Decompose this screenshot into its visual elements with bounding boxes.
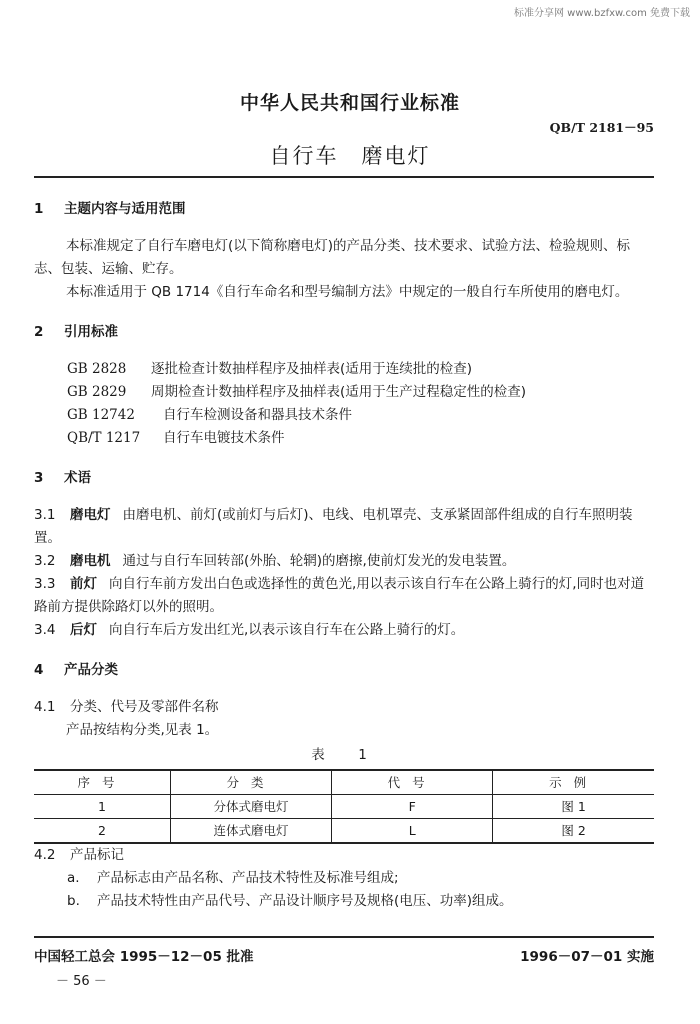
- reference-item: [34, 404, 654, 427]
- table-header-cell: 代号: [332, 770, 493, 795]
- footer-rule: [34, 936, 654, 938]
- term-name: 后灯: [70, 622, 97, 638]
- table-header-cell: 序号: [34, 770, 170, 795]
- watermark: 标准分享网 www.bzfxw.com 免费下载: [514, 8, 690, 19]
- table-cell: F: [332, 795, 493, 819]
- clause-number: 3.3: [34, 576, 56, 592]
- clause-number: 3.4: [34, 622, 56, 638]
- section-heading-4: [34, 659, 654, 682]
- subclause-heading: [34, 844, 654, 867]
- table-cell: 连体式磨电灯: [170, 819, 331, 844]
- table-cell: L: [332, 819, 493, 844]
- term-definition: 由磨电机、前灯(或前灯与后灯)、电线、电机罩壳、支承紧固部件组成的自行车照明装置。: [34, 507, 633, 546]
- term-clause: [34, 504, 654, 550]
- table-cell: 图 1: [493, 795, 654, 819]
- org-title: 中华人民共和国行业标准: [239, 92, 460, 114]
- document-body: [34, 198, 654, 913]
- list-item: [34, 867, 654, 890]
- term-clause: [34, 619, 654, 642]
- reference-title: 自行车检测设备和器具技术条件: [163, 407, 352, 423]
- table-header-cell: 示例: [493, 770, 654, 795]
- clause-number: 3.1: [34, 507, 56, 523]
- section-number: 2: [34, 324, 44, 340]
- table-cell: 分体式磨电灯: [170, 795, 331, 819]
- reference-title: 逐批检查计数抽样程序及抽样表(适用于连续批的检查): [151, 361, 473, 377]
- clause-number: 4.2: [34, 847, 56, 863]
- list-item: [34, 890, 654, 913]
- implementation-date: 1996－07－01 实施: [520, 949, 654, 965]
- list-marker: b.: [67, 893, 80, 909]
- reference-code: QB/T 1217: [67, 430, 141, 446]
- section-number: 3: [34, 470, 44, 486]
- term-definition: 通过与自行车回转部(外胎、轮辋)的磨擦,使前灯发光的发电装置。: [122, 553, 516, 569]
- section-heading-1: [34, 198, 654, 221]
- section-title: 术语: [64, 470, 91, 486]
- paragraph: 本标准规定了自行车磨电灯(以下简称磨电灯)的产品分类、技术要求、试验方法、检验规则、标志、包装、运输、贮存。: [34, 238, 631, 277]
- classification-table: [34, 769, 654, 844]
- reference-code: GB 2829: [67, 384, 127, 400]
- clause-number: 4.1: [34, 699, 56, 715]
- clause-number: 3.2: [34, 553, 56, 569]
- subclause-title: 分类、代号及零部件名称: [70, 699, 219, 715]
- table-header-cell: 分类: [170, 770, 331, 795]
- subclause-title: 产品标记: [70, 847, 124, 863]
- section-heading-2: [34, 321, 654, 344]
- standard-code: QB/T 2181－95: [549, 120, 654, 135]
- term-name: 磨电灯: [70, 507, 111, 523]
- term-definition: 向自行车前方发出白色或选择性的黄色光,用以表示该自行车在公路上骑行的灯,同时也对道路前方提供除路灯以外的照明。: [34, 576, 645, 615]
- page-number: － 56 －: [56, 974, 107, 989]
- approval-line: 中国轻工总会 1995－12－05 批准: [34, 949, 254, 965]
- section-number: 4: [34, 662, 44, 678]
- reference-item: [34, 381, 654, 404]
- table-cell: 图 2: [493, 819, 654, 844]
- table-row: [34, 795, 654, 819]
- term-name: 磨电机: [70, 553, 111, 569]
- table-cell: 1: [34, 795, 170, 819]
- term-clause: [34, 550, 654, 573]
- section-title: 引用标准: [64, 324, 118, 340]
- reference-title: 周期检查计数抽样程序及抽样表(适用于生产过程稳定性的检查): [151, 384, 527, 400]
- reference-code: GB 2828: [67, 361, 127, 377]
- section-title: 产品分类: [64, 662, 118, 678]
- section-title: 主题内容与适用范围: [64, 201, 186, 217]
- list-marker: a.: [67, 870, 80, 886]
- section-heading-3: [34, 467, 654, 490]
- list-text: 产品技术特性由产品代号、产品设计顺序号及规格(电压、功率)组成。: [97, 893, 513, 909]
- term-name: 前灯: [70, 576, 97, 592]
- table-cell: 2: [34, 819, 170, 844]
- reference-title: 自行车电镀技术条件: [163, 430, 285, 446]
- reference-code: GB 12742: [67, 407, 135, 423]
- term-clause: [34, 573, 654, 619]
- table-row: [34, 819, 654, 844]
- reference-item: [34, 358, 654, 381]
- list-text: 产品标志由产品名称、产品技术特性及标准号组成;: [97, 870, 399, 886]
- term-definition: 向自行车后方发出红光,以表示该自行车在公路上骑行的灯。: [109, 622, 465, 638]
- header-rule: [34, 176, 654, 178]
- section-number: 1: [34, 201, 44, 217]
- paragraph: 本标准适用于 QB 1714《自行车命名和型号编制方法》中规定的一般自行车所使用的磨电灯。: [66, 284, 629, 300]
- table-caption: 表 1: [311, 747, 377, 763]
- table-header-row: [34, 770, 654, 795]
- document-title: 自行车 磨电灯: [269, 144, 431, 168]
- paragraph: 产品按结构分类,见表 1。: [66, 722, 219, 738]
- subclause-heading: [34, 696, 654, 719]
- reference-item: [34, 427, 654, 450]
